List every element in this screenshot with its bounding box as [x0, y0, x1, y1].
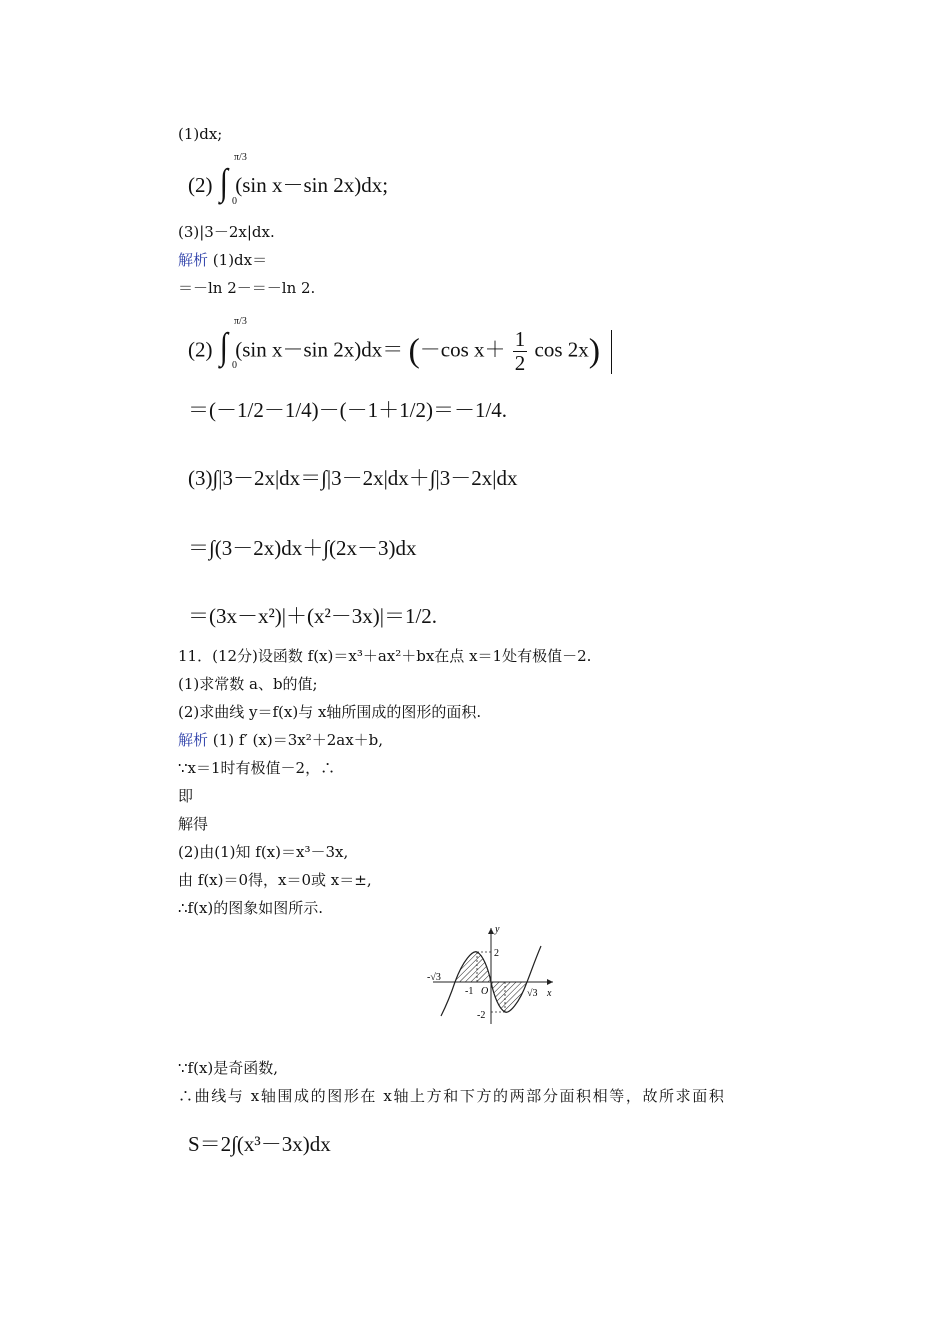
- solution-11-2: ∵x＝1时有极值－2，∴: [178, 759, 336, 777]
- solution-11-6: 由 f(x)＝0得，x＝0或 x＝±,: [178, 871, 372, 889]
- tick-neg1: -1: [465, 986, 474, 997]
- integrand: (sin x－sin 2x)dx＝: [235, 337, 404, 362]
- solution-11-7: ∴f(x)的图象如图所示.: [178, 899, 324, 917]
- origin-label: O: [481, 986, 489, 997]
- tick-neg-root3: -√3: [427, 972, 441, 983]
- lower-limit: 0: [232, 196, 237, 207]
- problem-2-formula: (2) ∫ (sin x－sin 2x)dx; π/3 0: [188, 152, 389, 207]
- label: (2): [188, 173, 213, 197]
- question-11: 11．(12分)设函数 f(x)＝x³＋ax²＋bx在点 x＝1处有极值－2.: [178, 647, 592, 665]
- solution-3-line2: ＝∫(3－2x)dx＋∫(2x－3)dx: [188, 536, 417, 560]
- solution-3-line1: (3)∫|3－2x|dx＝∫|3－2x|dx＋∫|3－2x|dx: [188, 466, 518, 490]
- y-label: y: [495, 924, 500, 935]
- solution-1: [178, 250, 267, 270]
- fraction-half: $\frac{1}{2}$: [514, 327, 526, 376]
- solution-11-1: [178, 730, 383, 750]
- solution-3-line3: ＝(3x－x²)|＋(x²－3x)|＝1/2.: [188, 604, 438, 628]
- x-label: x: [547, 988, 552, 999]
- lower-limit: 0: [232, 360, 237, 371]
- jiexi-label: 解析: [178, 251, 209, 269]
- solution-11-9: ∴曲线与 x轴围成的图形在 x轴上方和下方的两部分面积相等，故所求面积: [178, 1087, 726, 1105]
- problem-3: (3)|3－2x|dx.: [178, 223, 275, 241]
- solution-11-8: ∵f(x)是奇函数,: [178, 1059, 279, 1077]
- upper-limit: π/3: [234, 152, 247, 163]
- tick-2: 2: [494, 948, 499, 959]
- area-formula: S＝2∫(x³－3x)dx: [188, 1132, 331, 1156]
- antiderivative: －cos x＋: [419, 337, 506, 362]
- tick-root3: √3: [527, 988, 538, 999]
- jiexi-label: 解析: [178, 731, 209, 749]
- solution-1-text: (1)dx＝: [212, 251, 268, 269]
- shaded-area-lower: [491, 982, 527, 1012]
- problem-1: (1)dx;: [178, 125, 223, 143]
- question-11-part2: (2)求曲线 y＝f(x)与 x轴所围成的图形的面积.: [178, 703, 482, 721]
- derivative: (1) f′ (x)＝3x²＋2ax＋b,: [212, 731, 384, 749]
- shaded-area-upper: [455, 952, 491, 982]
- solution-11-3: 即: [178, 787, 194, 805]
- tick-neg2: -2: [477, 1010, 486, 1021]
- solution-2-line2: ＝(－1/2－1/4)－(－1＋1/2)＝－1/4.: [188, 398, 508, 422]
- question-11-part1: (1)求常数 a、b的值;: [178, 675, 318, 693]
- integrand: (sin x－sin 2x)dx;: [235, 173, 389, 197]
- label: (2): [188, 337, 213, 362]
- solution-11-5: (2)由(1)知 f(x)＝x³－3x,: [178, 843, 349, 861]
- function-graph: [425, 920, 565, 1030]
- solution-2-line1: (2) ∫ (sin x－sin 2x)dx＝ (－cos x＋ $\frac{1}{2}$ cos 2x) π/3 0: [188, 328, 612, 375]
- antiderivative-2: cos 2x: [534, 337, 589, 362]
- solution-11-4: 解得: [178, 815, 209, 833]
- solution-1-result: ＝－ln 2－＝－ln 2.: [178, 279, 316, 297]
- upper-limit: π/3: [234, 316, 247, 327]
